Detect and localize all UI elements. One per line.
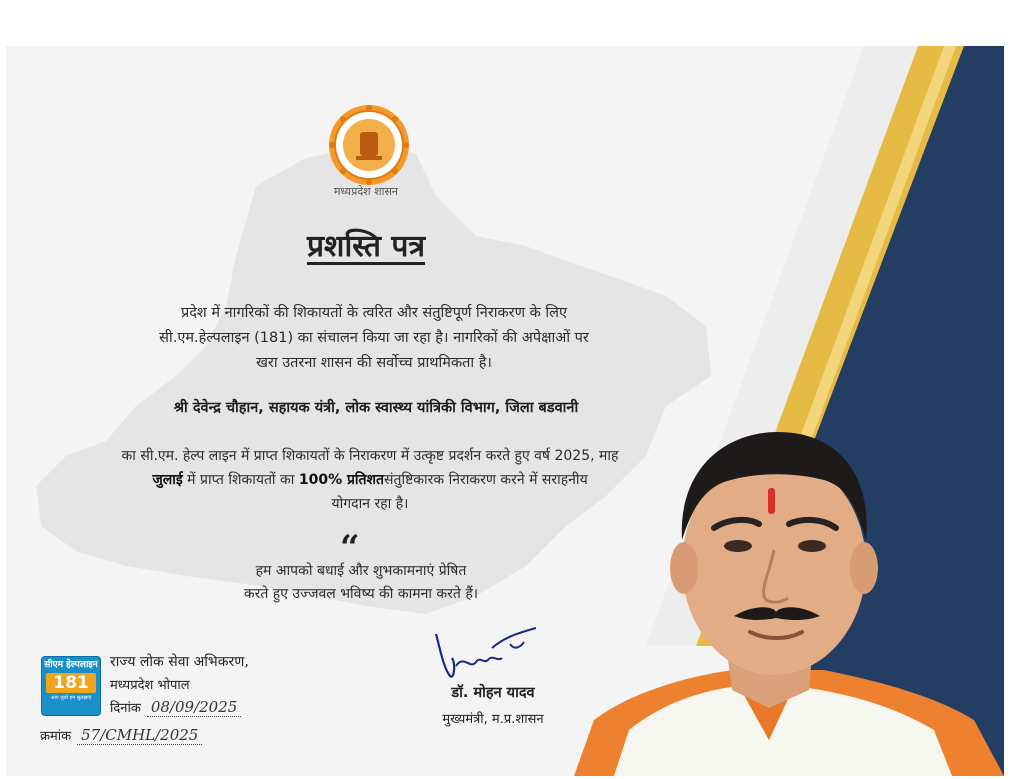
citation-line-2b: संतुष्टिकारक निराकरण करने में सराहनीय — [384, 472, 588, 488]
emblem-caption: मध्यप्रदेश शासन — [333, 185, 399, 198]
logo-number: 181 — [46, 673, 96, 693]
certificate — [6, 46, 1004, 776]
recipient-name: श्री देवेन्द्र चौहान, सहायक यंत्री, लोक स्वास्थ्य यांत्रिकी विभाग, जिला बडवानी — [173, 400, 579, 416]
intro-line-1: प्रदेश में नागरिकों की शिकायतों के त्वरित और संतुष्टिपूर्ण निराकरण के लिए — [180, 305, 568, 321]
wishes-paragraph — [176, 560, 546, 606]
certificate-title: प्रशस्ति पत्र — [306, 229, 426, 264]
reference-row — [40, 726, 202, 744]
chief-minister-portrait — [554, 390, 1004, 776]
signature-icon — [426, 614, 546, 684]
intro-paragraph — [84, 301, 664, 376]
logo-subtext: आप पूछो हम सुलझाएं — [50, 695, 92, 701]
intro-line-3: खरा उतरना शासन की सर्वोच्च प्राथमिकता है। — [256, 355, 492, 371]
logo-top-text: सीएम हेल्पलाइन — [44, 660, 98, 670]
top-margin — [0, 0, 1024, 46]
mp-government-emblem-icon — [326, 102, 412, 188]
issuer-line-2: मध्यप्रदेश भोपाल — [110, 678, 190, 693]
wish-line-2: करते हुए उज्जवल भविष्य की कामना करते हैं। — [243, 586, 479, 602]
citation-line-2a: में प्राप्त शिकायतों का — [187, 472, 295, 488]
signer-name: डॉ. मोहन यादव — [451, 685, 535, 701]
citation-line-3: योगदान रहा है। — [331, 496, 409, 512]
citation-month: जुलाई — [152, 472, 183, 488]
quote-mark: “ — [340, 528, 360, 568]
citation-line-1: का सी.एम. हेल्प लाइन में प्राप्त शिकायतों के निराकरण में उत्कृष्ट प्रदर्शन करते हुए वर्ष 2025, माह — [121, 448, 619, 464]
reference-label: क्रमांक — [40, 729, 72, 744]
date-row — [110, 698, 241, 716]
issuer-line-1: राज्य लोक सेवा अभिकरण, — [110, 654, 249, 670]
intro-line-2: सी.एम.हेल्पलाइन (181) का संचालन किया जा रहा है। नागरिकों की अपेक्षाओं पर — [159, 330, 589, 346]
citation-percent: 100% प्रतिशत — [298, 472, 385, 488]
date-value: 08/09/2025 — [147, 698, 241, 717]
date-label: दिनांक — [110, 701, 141, 716]
cm-helpline-181-logo-icon — [41, 656, 101, 716]
wish-line-1: हम आपको बधाई और शुभकामनाएं प्रेषित — [255, 563, 467, 579]
signer-title: मुख्यमंत्री, म.प्र.शासन — [442, 712, 544, 727]
reference-value: 57/CMHL/2025 — [77, 726, 202, 745]
right-margin — [1004, 46, 1024, 779]
